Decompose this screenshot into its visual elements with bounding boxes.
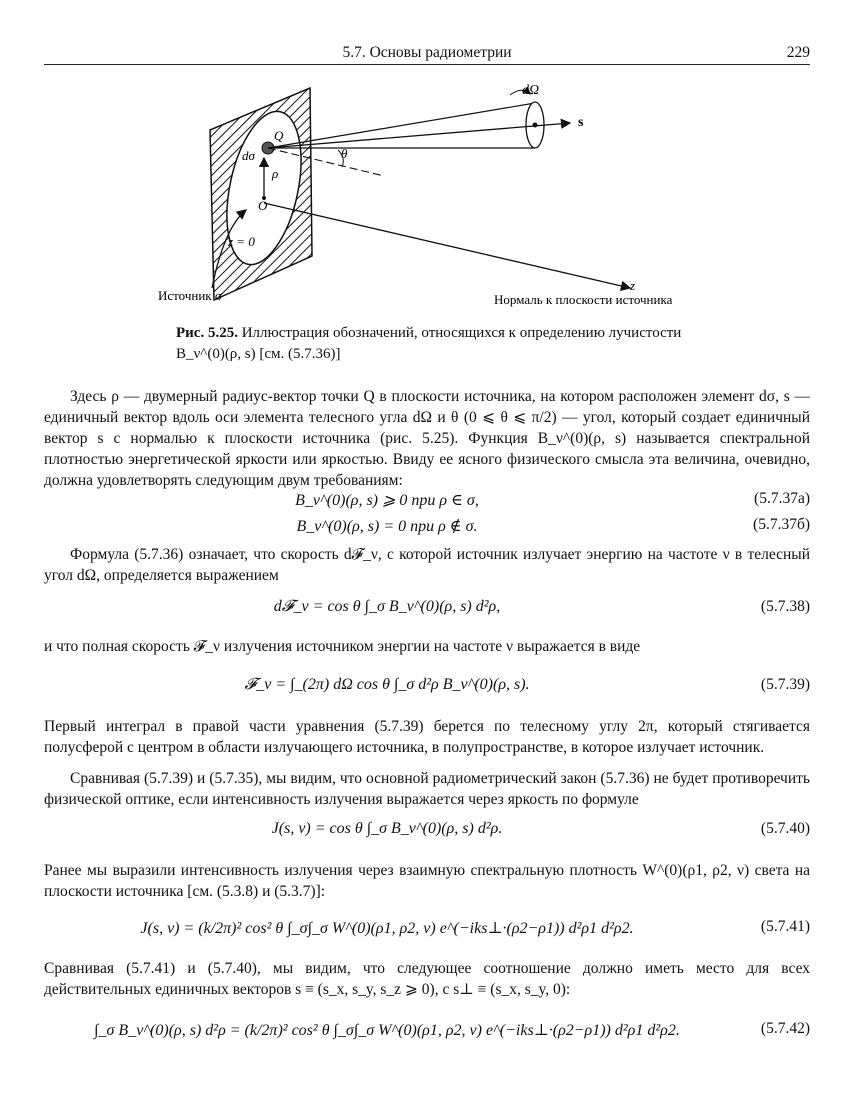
equation-5-7-40 [44, 820, 810, 844]
equation-5-7-37b [44, 516, 810, 540]
equation-5-7-41 [44, 918, 810, 942]
label-o: O [258, 198, 268, 213]
label-q: Q [274, 128, 284, 143]
equation-body: J(s, ν) = cos θ ∫_σ B_ν^(0)(ρ, s) d²ρ. [271, 820, 503, 837]
figure-caption [176, 323, 696, 365]
label-z: z [630, 278, 636, 293]
equation-number: (5.7.37б) [753, 516, 810, 533]
equation-5-7-42 [44, 1020, 810, 1044]
label-theta: θ [341, 146, 348, 161]
paragraph-2: Формула (5.7.36) означает, что скорость d𝓕_ν, с которой источник излучает энергию на частоте ν в телесный угол dΩ, определяется выражением [44, 546, 810, 584]
caption-label: Рис. 5.25. [176, 325, 238, 341]
normal-axis [264, 203, 630, 288]
label-rho: ρ [272, 166, 279, 181]
solid-angle-cone [268, 90, 570, 176]
label-dsigma: dσ [242, 148, 255, 163]
equation-body: d𝓕_ν = cos θ ∫_σ B_ν^(0)(ρ, s) d²ρ, [273, 598, 501, 615]
equation-body: ∫_σ B_ν^(0)(ρ, s) d²ρ = (k/2π)² cos² θ ∫_σ∫_σ W^(0)(ρ1, ρ2, ν) e^(−iks⊥·(ρ2−ρ1)) d²ρ1 d²ρ2. [94, 1022, 680, 1039]
paragraph-6: Ранее мы выразили интенсивность излучения через взаимную спектральную плотность W^(0)(ρ1, ρ2, ν) света на плоскости источника [см. (5.3.8) и (5.3.7)]: [44, 862, 810, 900]
equation-number: (5.7.40) [760, 820, 810, 837]
equation-body: 𝓕_ν = ∫_(2π) dΩ cos θ ∫_σ d²ρ B_ν^(0)(ρ, s). [244, 676, 530, 693]
paragraph-1: Здесь ρ — двумерный радиус-вектор точки Q в плоскости источника, на котором расположен элемент dσ, s — единичный вектор вдоль оси элемента телесного угла dΩ и θ (0 ⩽ θ ⩽ π/2) — угол, который создает единичный вектор s с нормалью к плоскости источника (рис. 5.25). Функция B_ν^(0)(ρ, s) называется спектральной плотностью энергетической яркости или яркостью. Ввиду ее ясного физического смысла эта величина, очевидно, должна удовлетворять следующим двум требованиям: [44, 388, 810, 489]
paragraph-3: и что полная скорость 𝓕_ν излучения источником энергии на частоте ν выражается в виде [44, 638, 641, 655]
equation-body: B_ν^(0)(ρ, s) = 0 при ρ ∉ σ. [296, 518, 478, 535]
equation-number: (5.7.41) [760, 918, 810, 935]
source-plane [210, 88, 313, 300]
paragraph-7: Сравнивая (5.7.41) и (5.7.40), мы видим, что следующее соотношение должно иметь место для всех действительных единичных векторов s ≡ (s_x, s_y, s_z ⩾ 0), с s⊥ ≡ (s_x, s_y, 0): [44, 960, 810, 998]
label-domega: dΩ [522, 83, 540, 98]
page-number: 229 [786, 44, 810, 61]
equation-number: (5.7.38) [760, 598, 810, 615]
equation-number: (5.7.37а) [754, 490, 810, 507]
paragraph-5: Сравнивая (5.7.39) и (5.7.35), мы видим, что основной радиометрический закон (5.7.36) не будет противоречить физической оптике, если интенсивность излучения выражается через яркость по формуле [44, 770, 810, 808]
equation-5-7-39 [44, 676, 810, 700]
equation-5-7-38 [44, 598, 810, 622]
label-s: s [578, 115, 584, 130]
figure-5-25 [150, 78, 710, 318]
equation-5-7-37a [44, 490, 810, 514]
caption-text: Иллюстрация обозначений, относящихся к определению лучистости B_ν^(0)(ρ, s) [см. (5.7.36)] [176, 325, 682, 362]
label-source: Источник σ [158, 288, 222, 303]
label-z0: z = 0 [228, 234, 255, 249]
label-normal: Нормаль к плоскости источника [494, 292, 673, 307]
section-title: 5.7. Основы радиометрии [342, 44, 512, 61]
running-header [44, 44, 810, 65]
equation-body: B_ν^(0)(ρ, s) ⩾ 0 при ρ ∈ σ, [295, 492, 479, 509]
equation-number: (5.7.39) [760, 676, 810, 693]
paragraph-4: Первый интеграл в правой части уравнения (5.7.39) берется по телесному углу 2π, который стягивается полусферой с центром в области излучающего источника, в полупространстве, в которое излучает источник. [44, 718, 810, 756]
equation-body: J(s, ν) = (k/2π)² cos² θ ∫_σ∫_σ W^(0)(ρ1, ρ2, ν) e^(−iks⊥·(ρ2−ρ1)) d²ρ1 d²ρ2. [140, 920, 634, 937]
equation-number: (5.7.42) [760, 1020, 810, 1037]
